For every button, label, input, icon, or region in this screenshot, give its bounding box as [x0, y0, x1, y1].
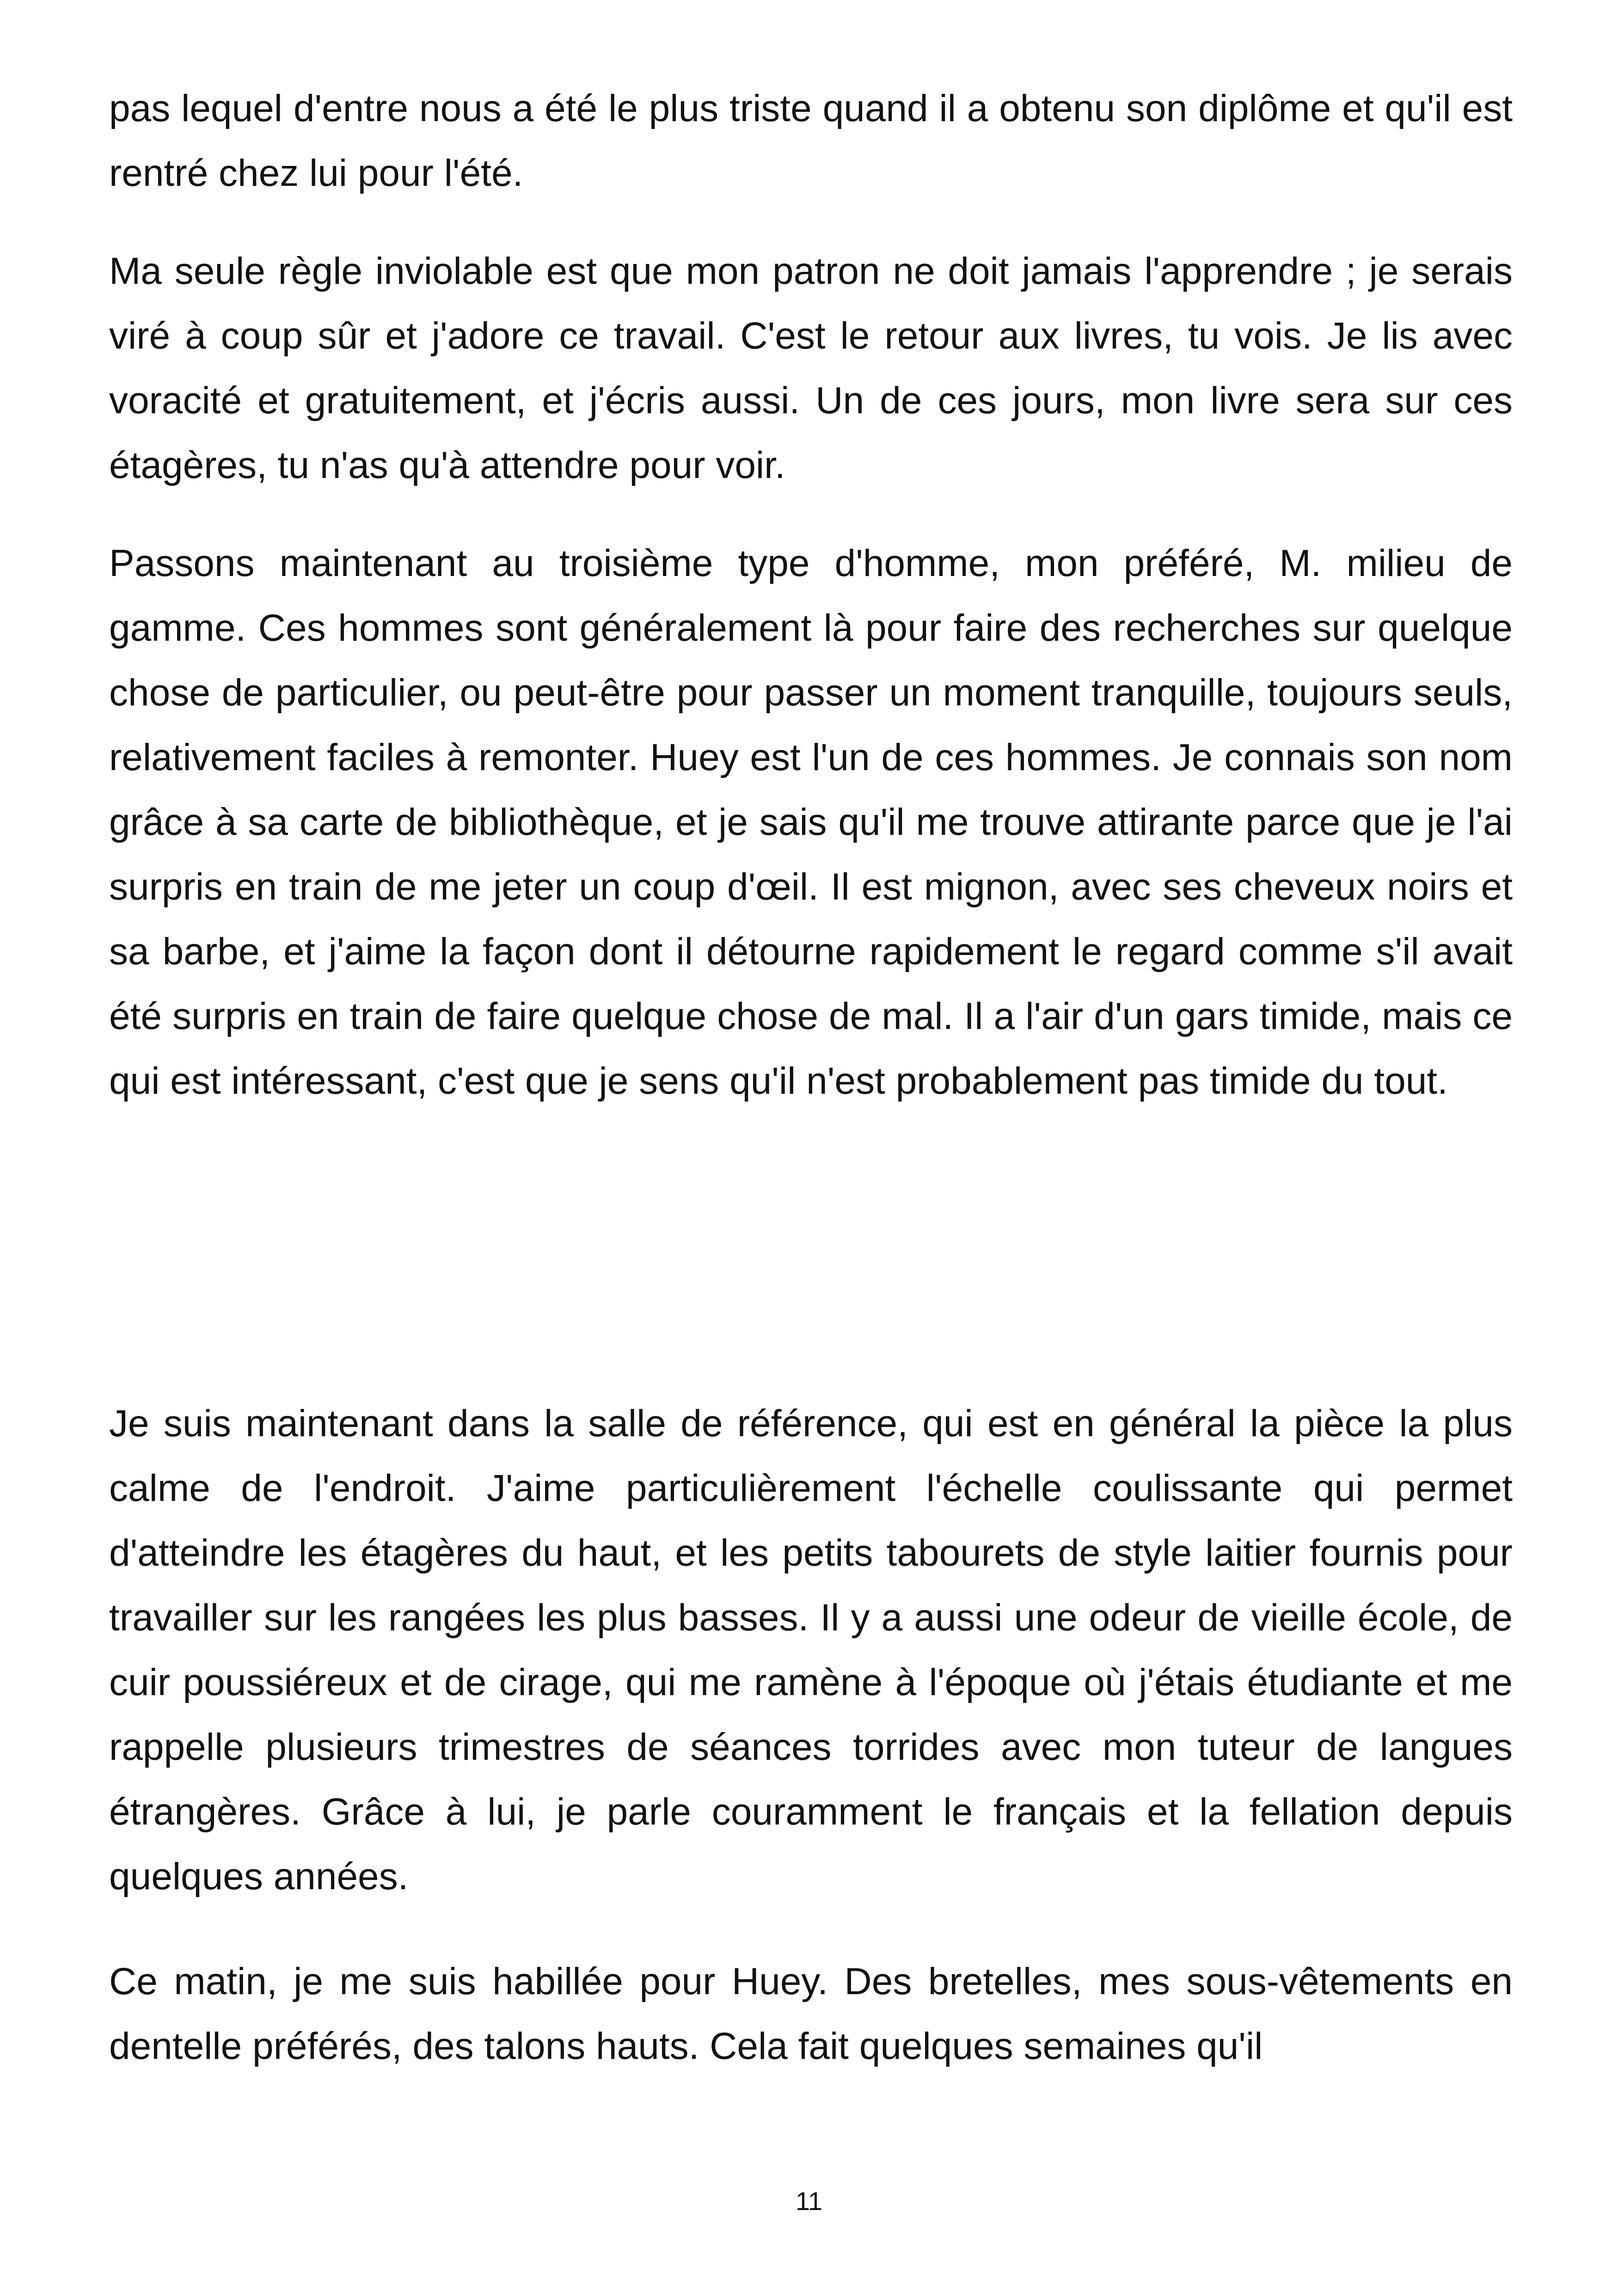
paragraph-text: Je suis maintenant dans la salle de référence, qui est en général la pièce la plus calme de l'endroit. J'aime particulièrement l'échelle coulissante qui permet d'atteindre les étagères du haut, et les petits tabourets de style laitier fournis pour travailler sur les rangées les plus basses. Il y a aussi une odeur de vieille école, de cuir poussiéreux et de cirage, qui me ramène à l'époque où j'étais étudiante et me rappelle plusieurs trimestres de séances torrides avec mon tuteur de langues étrangères. Grâce à lui, je parle couramment le français et la fellation depuis quelques années.	[109, 1402, 1513, 1898]
paragraph-text: Ce matin, je me suis habillée pour Huey. Des bretelles, mes sous-vêtements en dentelle préférés, des talons hauts. Cela fait quelques semaines qu'il	[109, 1960, 1513, 2067]
paragraph	[109, 1949, 1513, 2079]
page-number: 11	[795, 2186, 823, 2216]
paragraph	[109, 76, 1513, 206]
paragraph	[109, 1391, 1513, 1909]
paragraph	[109, 531, 1513, 1114]
paragraph	[109, 239, 1513, 498]
paragraph-text: Ma seule règle inviolable est que mon patron ne doit jamais l'apprendre ; je serais viré à coup sûr et j'adore ce travail. C'est le retour aux livres, tu vois. Je lis avec voracité et gratuitement, et j'écris aussi. Un de ces jours, mon livre sera sur ces étagères, tu n'as qu'à attendre pour voir.	[109, 250, 1513, 486]
paragraph-text: Passons maintenant au troisième type d'homme, mon préféré, M. milieu de gamme. Ces hommes sont généralement là pour faire des recherches sur quelque chose de particulier, ou peut-être pour passer un moment tranquille, toujours seuls, relativement faciles à remonter. Huey est l'un de ces hommes. Je connais son nom grâce à sa carte de bibliothèque, et je sais qu'il me trouve attirante parce que je l'ai surpris en train de me jeter un coup d'œil. Il est mignon, avec ses cheveux noirs et sa barbe, et j'aime la façon dont il détourne rapidement le regard comme s'il avait été surpris en train de faire quelque chose de mal. Il a l'air d'un gars timide, mais ce qui est intéressant, c'est que je sens qu'il n'est probablement pas timide du tout.	[109, 542, 1513, 1102]
paragraph-text: pas lequel d'entre nous a été le plus triste quand il a obtenu son diplôme et qu'il est rentré chez lui pour l'été.	[109, 87, 1513, 194]
